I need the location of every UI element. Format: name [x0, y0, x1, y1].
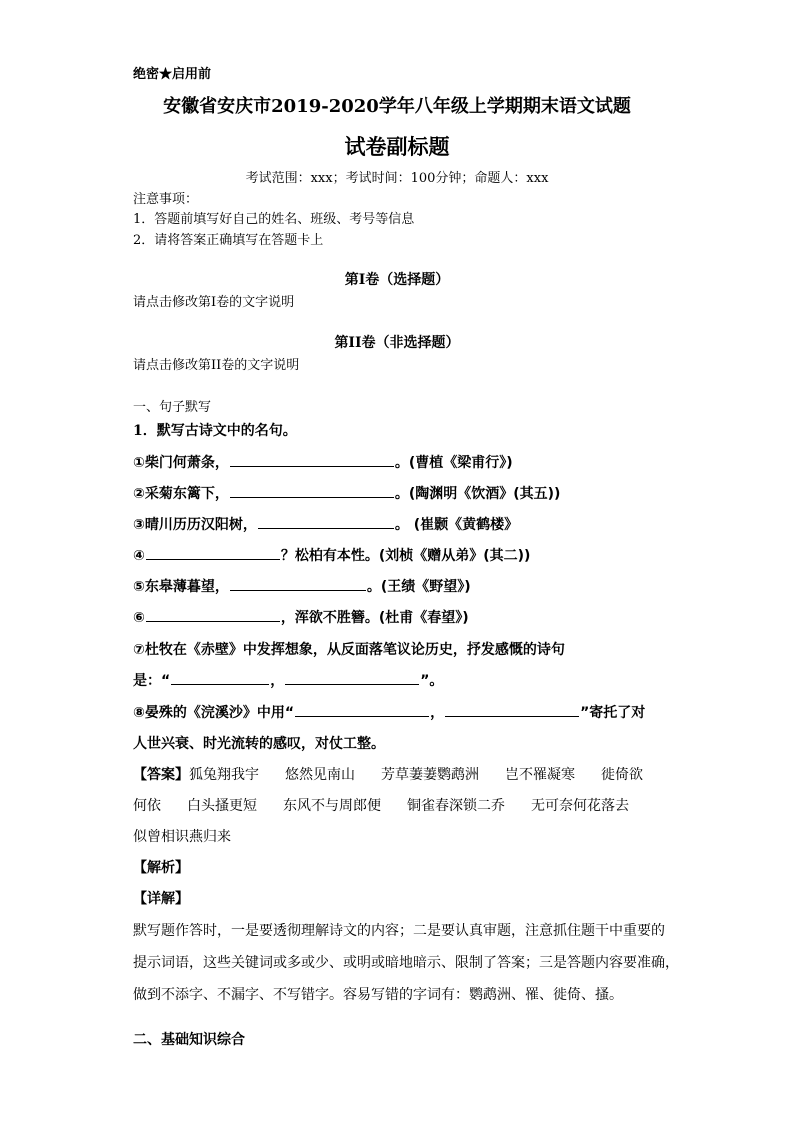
answer-blank — [171, 670, 269, 685]
answer-item: 东风不与周郎便 — [283, 798, 381, 814]
answer-row-3: 似曾相识燕归来 — [133, 829, 231, 845]
answer-blank — [146, 545, 280, 560]
line-source: 。(王绩《野望》) — [366, 579, 471, 595]
answer-row-1 — [133, 764, 643, 784]
line-text: ③晴川历历汉阳树， — [133, 517, 257, 533]
line-prefix: 是：“ — [133, 673, 171, 689]
line-source: 。 (崔颢《黄鹤楼》 — [394, 517, 519, 533]
recitation-line-6 — [133, 607, 469, 627]
line-mid: ， — [270, 673, 285, 689]
answer-blank — [295, 702, 429, 717]
volume1-desc: 请点击修改第I卷的文字说明 — [133, 295, 295, 310]
answer-item: 何依 — [133, 798, 161, 814]
answer-item: 白头搔更短 — [187, 798, 257, 814]
recitation-line-8 — [133, 702, 645, 722]
recitation-line-1 — [133, 452, 513, 472]
answer-blank — [258, 514, 394, 529]
notes-item: 2．请将答案正确填写在答题卡上 — [133, 233, 324, 248]
answer-blank — [285, 670, 419, 685]
exam-subtitle: 试卷副标题 — [344, 134, 450, 159]
line-suffix: ”寄托了对 — [580, 705, 646, 721]
question-1: 1．默写古诗文中的名句。 — [133, 423, 297, 439]
answer-item: 芳草萋萋鹦鹉洲 — [381, 767, 479, 783]
line-text: ⑤东皋薄暮望， — [133, 579, 229, 595]
recitation-line-5 — [133, 576, 471, 596]
answer-item: 悠然见南山 — [285, 767, 355, 783]
volume2-title: 第II卷（非选择题） — [334, 335, 460, 351]
line-source: ？松柏有本性。(刘桢《赠从弟》(其二)) — [280, 548, 531, 564]
recitation-line-3 — [133, 514, 518, 534]
answer-row-2 — [133, 795, 629, 815]
exam-title: 安徽省安庆市2019-2020学年八年级上学期期末语文试题 — [163, 96, 631, 117]
volume2-desc: 请点击修改第II卷的文字说明 — [133, 358, 300, 373]
detail-label: 【详解】 — [133, 891, 189, 907]
answer-blank — [230, 452, 394, 467]
recitation-line-2 — [133, 483, 560, 503]
answer-item: 徙倚欲 — [601, 767, 643, 783]
recitation-line-7b — [133, 670, 443, 690]
section1-title: 一、句子默写 — [133, 400, 212, 415]
analysis-label: 【解析】 — [133, 860, 189, 876]
detail-line: 提示词语，这些关键词或多或少、或明或暗地暗示、限制了答案；三是答题内容要准确， — [133, 955, 679, 971]
recitation-line-8b: 人世兴衰、时光流转的感叹，对仗工整。 — [133, 736, 385, 752]
answer-blank — [230, 576, 366, 591]
section2-title: 二、基础知识综合 — [133, 1032, 245, 1048]
exam-info: 考试范围：xxx；考试时间：100分钟；命题人：xxx — [245, 171, 549, 186]
answer-item: 无可奈何花落去 — [531, 798, 629, 814]
answer-blank — [230, 483, 394, 498]
line-text: ④ — [133, 548, 145, 564]
line-text: ②采菊东篱下， — [133, 486, 229, 502]
answer-item: 岂不罹凝寒 — [505, 767, 575, 783]
line-source: 。(曹植《梁甫行》) — [394, 455, 513, 471]
line-source: 。(陶渊明《饮酒》(其五)) — [394, 486, 561, 502]
detail-line: 默写题作答时，一是要透彻理解诗文的内容；二是要认真审题，注意抓住题干中重要的 — [133, 923, 665, 939]
volume1-title: 第I卷（选择题） — [344, 272, 450, 288]
answer-item: 狐兔翔我宇 — [189, 767, 259, 783]
secret-mark: 绝密★启用前 — [133, 67, 212, 82]
answer-label: 【答案】 — [133, 767, 189, 783]
line-text: ⑥ — [133, 610, 145, 626]
line-mid: ， — [430, 705, 445, 721]
notes-item: 1．答题前填写好自己的姓名、班级、考号等信息 — [133, 212, 415, 227]
notes-heading: 注意事项： — [133, 192, 199, 207]
answer-blank — [146, 607, 280, 622]
line-source: ，浑欲不胜簪。(杜甫《春望》) — [280, 610, 469, 626]
line-prefix: ⑧晏殊的《浣溪沙》中用“ — [133, 705, 295, 721]
answer-blank — [445, 702, 579, 717]
recitation-line-4 — [133, 545, 530, 565]
line-suffix: ”。 — [420, 673, 444, 689]
recitation-line-7a: ⑦杜牧在《赤壁》中发挥想象，从反面落笔议论历史，抒发感慨的诗句 — [133, 642, 565, 658]
answer-item: 铜雀春深锁二乔 — [407, 798, 505, 814]
detail-line: 做到不添字、不漏字、不写错字。容易写错的字词有：鹦鹉洲、罹、徙倚、搔。 — [133, 987, 623, 1003]
line-text: ①柴门何萧条， — [133, 455, 229, 471]
